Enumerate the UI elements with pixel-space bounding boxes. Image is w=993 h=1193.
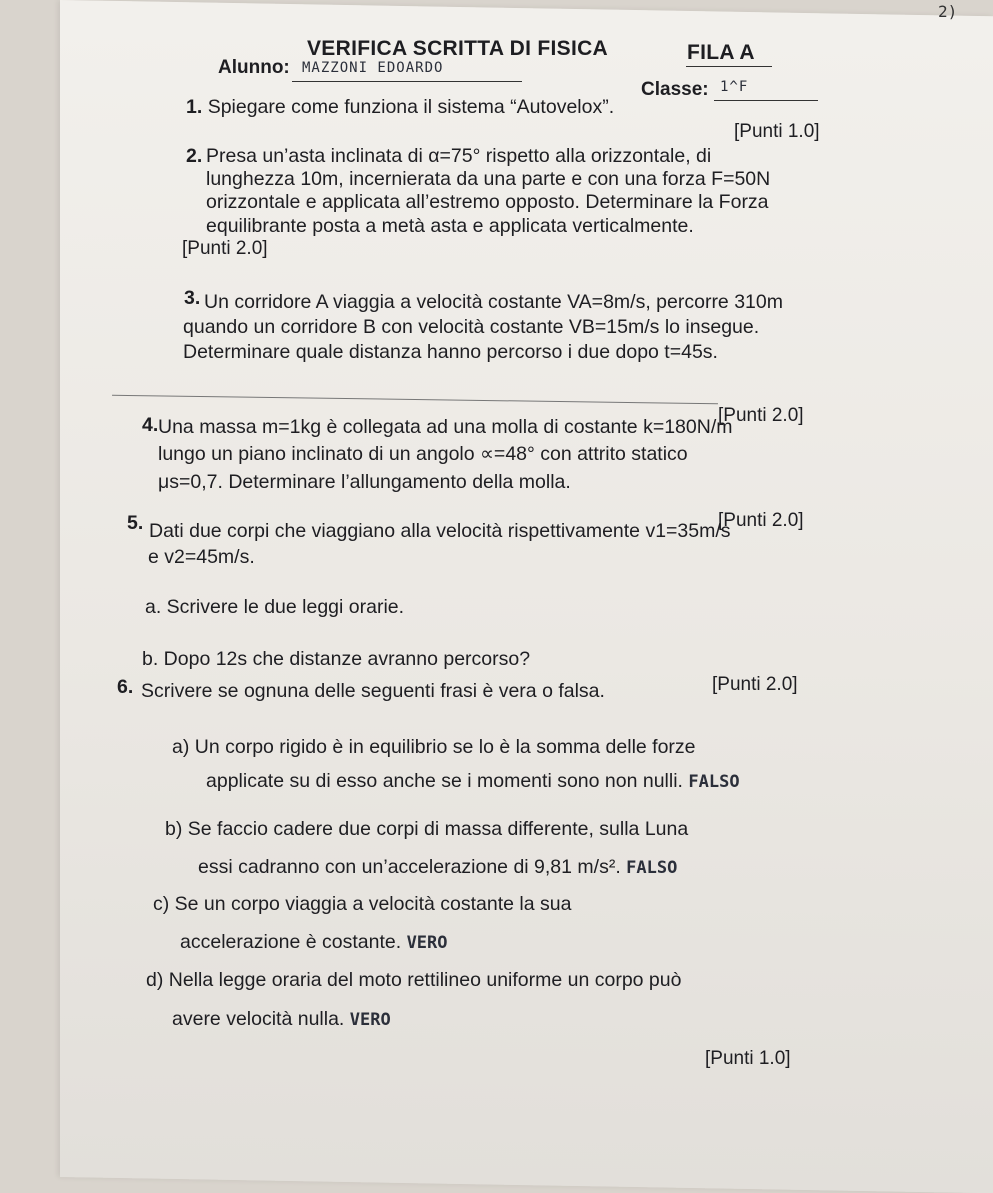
statement-c-line-2 <box>180 931 448 954</box>
question-5-number: 5. <box>127 512 144 534</box>
question-1-number: 1. <box>186 96 203 118</box>
answer-d: VERO <box>349 1010 391 1030</box>
statement-d-line-1: d) Nella legge oraria del moto rettilineo uniforme un corpo può <box>146 969 682 991</box>
question-3-points: [Punti 2.0] <box>718 405 804 426</box>
statement-a-line-1: a) Un corpo rigido è in equilibrio se lo è la somma delle forze <box>172 736 696 758</box>
fila-label: FILA A <box>687 41 755 64</box>
question-5-line-1: Dati due corpi che viaggiano alla velocità rispettivamente v1=35m/s <box>149 520 731 542</box>
question-1-points: [Punti 1.0] <box>734 121 820 142</box>
statement-a-line-2 <box>206 770 740 793</box>
question-3-line-1: Un corridore A viaggia a velocità costante VA=8m/s, percorre 310m <box>204 291 783 313</box>
question-4-line-1: Una massa m=1kg è collegata ad una molla di costante k=180N/m <box>158 416 733 438</box>
question-4-number: 4. <box>142 414 159 436</box>
question-3-line-2: quando un corridore B con velocità costante VB=15m/s lo insegue. <box>183 316 760 338</box>
classe-underline <box>714 100 818 101</box>
question-6-text: Scrivere se ognuna delle seguenti frasi è vera o falsa. <box>141 680 605 702</box>
statement-b-line-1: b) Se faccio cadere due corpi di massa differente, sulla Luna <box>165 818 689 840</box>
fila-underline <box>686 66 772 67</box>
exam-title: VERIFICA SCRITTA DI FISICA <box>307 37 609 60</box>
question-5a: a. Scrivere le due leggi orarie. <box>145 596 405 618</box>
question-5-line-2: e v2=45m/s. <box>148 546 255 568</box>
question-4-points: [Punti 2.0] <box>718 510 804 531</box>
question-5b: b. Dopo 12s che distanze avranno percorso? <box>142 648 531 670</box>
question-4-line-3: μs=0,7. Determinare l’allungamento della molla. <box>158 471 571 493</box>
question-2-line-2: lunghezza 10m, incernierata da una parte e con una forza F=50N <box>206 168 771 190</box>
statement-d-text: avere velocità nulla. <box>172 1008 345 1030</box>
answer-a: FALSO <box>688 772 740 792</box>
question-2-points: [Punti 2.0] <box>182 238 268 259</box>
question-5-points: [Punti 2.0] <box>712 674 798 695</box>
statement-c-text: accelerazione è costante. <box>180 931 402 953</box>
question-1-text: Spiegare come funziona il sistema “Autovelox”. <box>207 96 615 118</box>
answer-b: FALSO <box>626 858 678 878</box>
question-6-number: 6. <box>117 676 134 698</box>
question-3-line-3: Determinare quale distanza hanno percorso i due dopo t=45s. <box>183 341 718 363</box>
question-2-line-3: orizzontale e applicata all’estremo opposto. Determinare la Forza <box>206 191 769 213</box>
question-6-points: [Punti 1.0] <box>705 1048 791 1069</box>
classe-label: Classe: <box>641 79 709 100</box>
question-3-number: 3. <box>184 287 201 309</box>
alunno-label: Alunno: <box>218 57 290 78</box>
alunno-value: MAZZONI EDOARDO <box>302 60 444 76</box>
question-2-line-1: Presa un’asta inclinata di α=75° rispetto alla orizzontale, di <box>206 145 712 167</box>
question-4-line-2: lungo un piano inclinato di un angolo ∝=48° con attrito statico <box>158 443 688 465</box>
statement-c-line-1: c) Se un corpo viaggia a velocità costante la sua <box>153 893 572 915</box>
question-2-line-4: equilibrante posta a metà asta e applicata verticalmente. <box>206 215 694 237</box>
question-1 <box>186 96 614 118</box>
statement-b-text: essi cadranno con un’accelerazione di 9,81 m/s². <box>198 856 621 878</box>
page-number: 2) <box>938 2 958 21</box>
classe-value: 1^F <box>720 79 749 95</box>
statement-a-text: applicate su di esso anche se i momenti sono non nulli. <box>206 770 683 792</box>
alunno-underline <box>292 81 522 82</box>
answer-c: VERO <box>406 933 448 953</box>
question-2-number: 2. <box>186 145 203 167</box>
statement-b-line-2 <box>198 856 677 879</box>
statement-d-line-2 <box>172 1008 391 1031</box>
